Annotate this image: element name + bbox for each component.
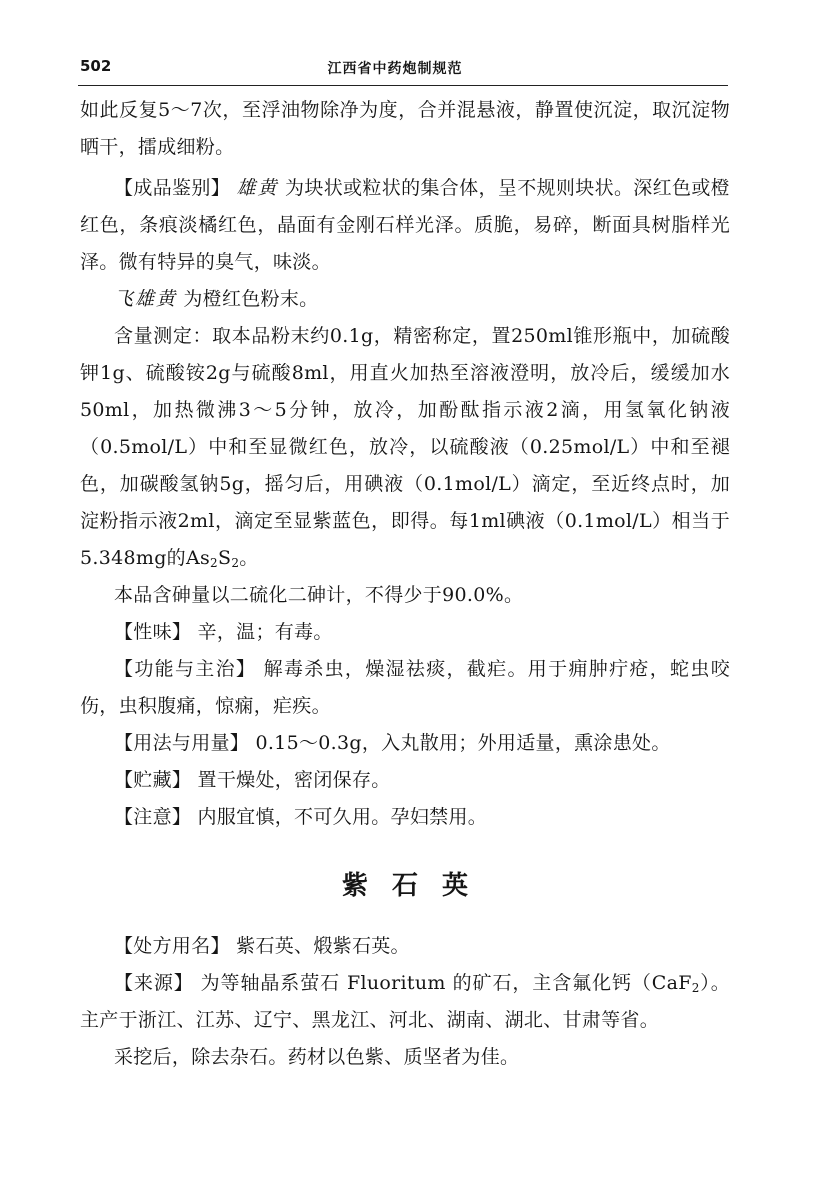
paragraph-caution bbox=[80, 799, 730, 836]
storage-text: 置干燥处，密闭保存。 bbox=[197, 769, 391, 791]
formula-subscript: 2 bbox=[231, 556, 240, 570]
identification-text: 为块状或粒状的集合体，呈不规则块状。深红色或橙红色，条痕淡橘红色，晶面有金刚石样光泽。质脆，易碎，断面具树脂样光泽。微有特异的臭气，味淡。 bbox=[80, 177, 730, 273]
page-number: 502 bbox=[80, 57, 112, 75]
section-label-prescription-names: 【处方用名】 bbox=[114, 935, 230, 957]
paragraph-processing: 采挖后，除去杂石。药材以色紫、质坚者为佳。 bbox=[114, 1046, 520, 1068]
section-label-source: 【来源】 bbox=[114, 972, 194, 994]
page-header bbox=[0, 0, 832, 90]
paragraph-assay bbox=[80, 318, 730, 577]
nature-text: 辛，温；有毒。 bbox=[197, 621, 333, 643]
paragraph-storage bbox=[80, 762, 730, 799]
section-title: 紫石英 bbox=[341, 871, 492, 901]
header-rule bbox=[78, 85, 728, 86]
source-text-end: ）。主产于浙江、江苏、辽宁、黑龙江、河北、湖南、湖北、甘肃等省。 bbox=[80, 972, 731, 1031]
caution-text: 内服宜慎，不可久用。孕妇禁用。 bbox=[197, 806, 488, 828]
powder-text: 为橙红色粉末。 bbox=[183, 288, 319, 310]
paragraph-dosage bbox=[80, 725, 730, 762]
term-fine-realgar: 飞雄黄 bbox=[114, 288, 178, 310]
term-realgar: 雄黄 bbox=[236, 177, 279, 199]
running-title: 江西省中药炮制规范 bbox=[327, 61, 463, 77]
paragraph-identification bbox=[80, 170, 730, 281]
assay-end: 。 bbox=[239, 547, 259, 569]
paragraph-function bbox=[80, 651, 730, 725]
section-label-dosage: 【用法与用量】 bbox=[114, 732, 250, 754]
formula-element: S bbox=[217, 547, 232, 569]
paragraph-continuation: 如此反复5～7次，至浮油物除净为度，合并混悬液，静置使沉淀，取沉淀物晒干，擂成细粉。 bbox=[80, 99, 730, 158]
section-label-caution: 【注意】 bbox=[114, 806, 192, 828]
assay-text: 含量测定：取本品粉末约0.1g，精密称定，置250ml锥形瓶中，加硫酸钾1g、硫酸铵2g与硫酸8ml，用直火加热至溶液澄明，放冷后，缓缓加水50ml，加热微沸3～5分钟，放冷，加酚酞指示液2滴，用氢氧化钠液（0.5mol/L）中和至显微红色，放冷，以硫酸液（0.25mol/L）中和至褪色，加碳酸氢钠5g，摇匀后，用碘液（0.1mol/L）滴定，至近终点时，加淀粉指示液2ml，滴定至显紫蓝色，即得。每1ml碘液（0.1mol/L）相当于5.348mg的As bbox=[80, 325, 730, 569]
paragraph-nature bbox=[80, 614, 730, 651]
paragraph-arsenic-content: 本品含砷量以二硫化二砷计，不得少于90.0%。 bbox=[114, 584, 524, 606]
paragraph-powder bbox=[80, 281, 730, 318]
section-label-storage: 【贮藏】 bbox=[114, 769, 192, 791]
paragraph-source bbox=[80, 965, 730, 1039]
paragraph-prescription-names bbox=[80, 928, 730, 965]
page-body bbox=[80, 92, 730, 1076]
section-label-identification: 【成品鉴别】 bbox=[114, 177, 231, 199]
prescription-names-text: 紫石英、煅紫石英。 bbox=[236, 935, 410, 957]
function-text: 解毒杀虫，燥湿祛痰，截疟。用于痈肿疔疮，蛇虫咬伤，虫积腹痛，惊痫，疟疾。 bbox=[80, 658, 730, 717]
section-label-nature: 【性味】 bbox=[114, 621, 192, 643]
source-text: 为等轴晶系萤石 Fluoritum 的矿石，主含氟化钙（CaF bbox=[200, 972, 692, 994]
formula-subscript: 2 bbox=[691, 981, 700, 995]
section-label-function: 【功能与主治】 bbox=[114, 658, 257, 680]
dosage-text: 0.15～0.3g，入丸散用；外用适量，熏涂患处。 bbox=[255, 732, 671, 754]
formula-subscript: 2 bbox=[210, 556, 218, 570]
